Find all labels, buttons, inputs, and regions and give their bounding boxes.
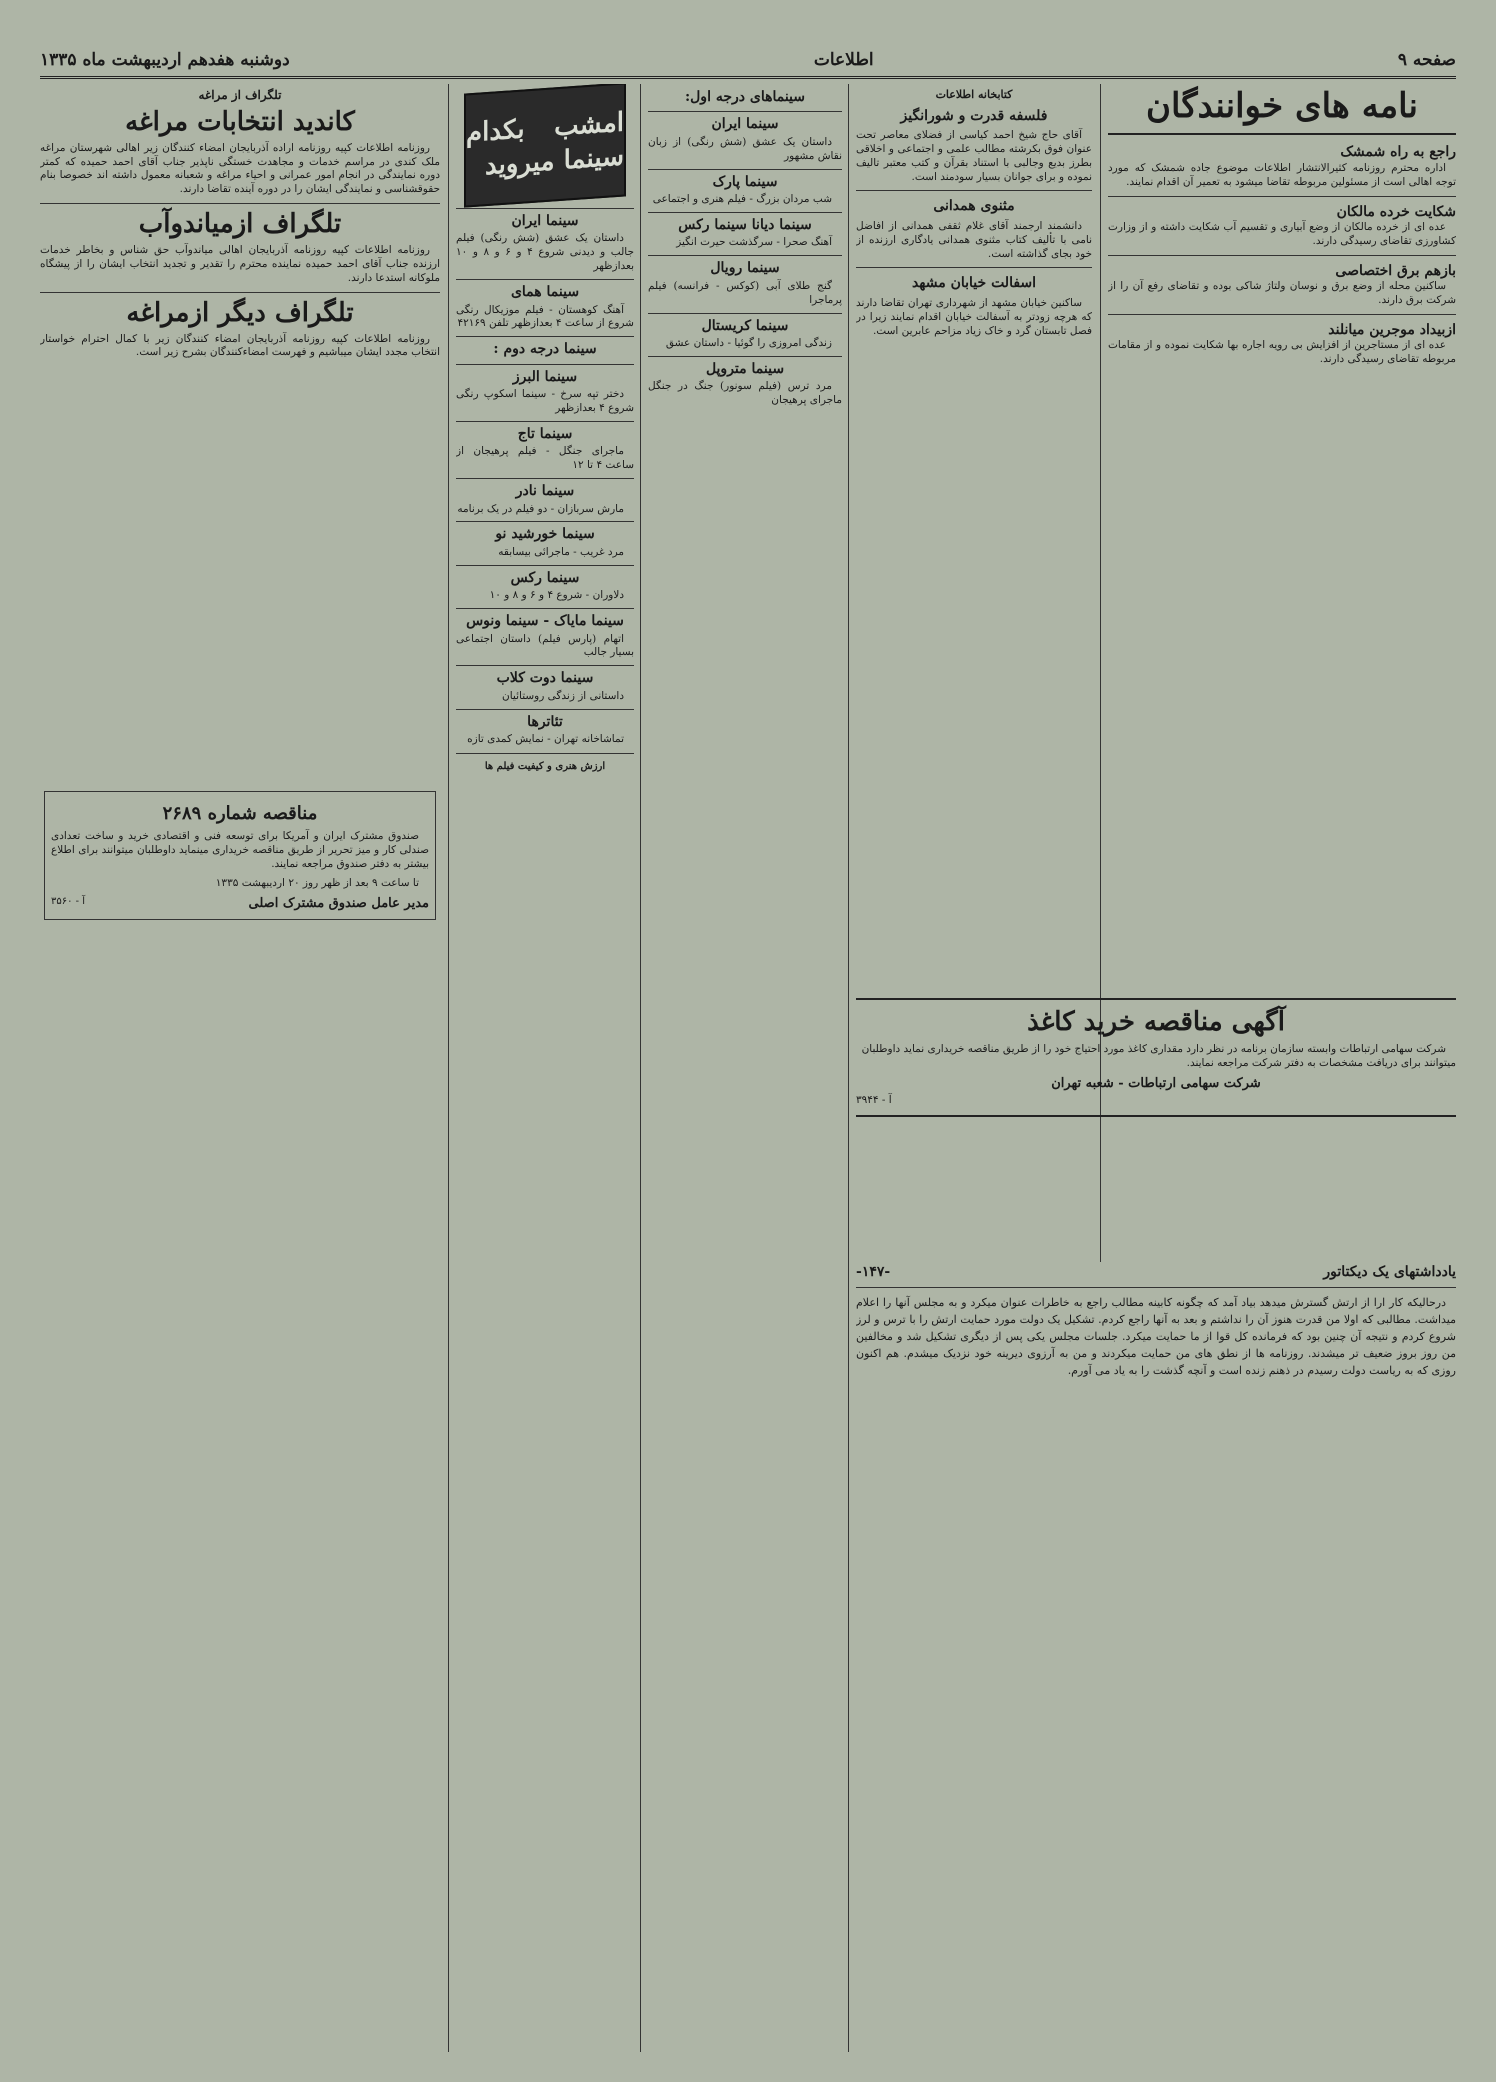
cinema-name: سینما ایران <box>648 111 842 133</box>
letter-heading: بازهم برق اختصاصی <box>1335 262 1456 279</box>
cinema-list <box>648 111 842 408</box>
tender-signature: مدیر عامل صندوق مشترک اصلی <box>248 896 429 912</box>
street-notice-title: اسفالت خیابان مشهد <box>911 275 1037 292</box>
cinema-name: سینما درجه دوم : <box>456 336 634 358</box>
tender-box <box>44 791 436 919</box>
cinema-name: سینما رویال <box>648 255 842 277</box>
issue-date: دوشنبه هفدهم اردیبهشت ماه ۱۳۳۵ <box>40 50 290 70</box>
cinema-name: سینما رکس <box>456 565 634 587</box>
diary-section <box>856 1262 1456 2052</box>
tender-title: مناقصه شماره ۲۶۸۹ <box>162 803 318 825</box>
ad-signature: شرکت سهامی ارتباطات - شعبه تهران <box>1051 1076 1261 1092</box>
cinema-listing: تماشاخانه تهران - نمایش کمدی تازه <box>467 733 624 746</box>
cinema-listing: داستانی از زندگی روستائیان <box>502 689 624 702</box>
cinema-name: سینما خورشید نو <box>456 521 634 543</box>
street-notice-body: ساکنین خیابان مشهد از شهرداری تهران تقاضا دارند که هرچه زودتر به آسفالت خیابان اقدام نمایند زیرا در فصل تابستان گرد و خاک زیاد مزاحم عابرین است. <box>856 296 1092 337</box>
signature-list-area <box>40 365 440 785</box>
rating-note: ارزش هنری و کیفیت فیلم ها <box>484 760 606 772</box>
letter-body: اداره محترم روزنامه کثیرالانتشار اطلاعات موضوع جاده شمشک که مورد توجه اهالی است از مسئولین مربوطه تقاضا میشود به تعمیر آن اقدام نمایند. <box>1108 161 1456 188</box>
cinema-listing: مرد ترس (فیلم سونور) جنگ در جنگل ماجرای پرهیجان <box>648 380 842 407</box>
book-title: مثنوی همدانی <box>933 198 1015 215</box>
cinema-section-title: سینماهای درجه اول: <box>684 89 806 105</box>
cinema-listing: گنج طلای آبی (کوکس - فرانسه) فیلم پرماجرا <box>648 279 842 306</box>
letter-heading: شکایت خرده مالکان <box>1336 203 1456 220</box>
telegram-column <box>40 84 440 2052</box>
cinema-name: سینما ایران <box>456 208 634 230</box>
cinema-name: سینما کریستال <box>648 313 842 335</box>
tender-date: تا ساعت ۹ بعد از ظهر روز ۲۰ اردیبهشت ۱۳۳۵ <box>215 876 419 889</box>
book-review: آقای حاج شیخ احمد کیاسی از فضلای معاصر تحت عنوان فوق بکرشته مطالب علمی و اجتماعی و اخلاقی بطرز بدیع وجالبی با استناد بقرآن و کتب معتبر تالیف نموده و برای جوانان بسیار سودمند است. <box>856 128 1092 183</box>
cinema-column-right <box>648 84 842 2052</box>
cinema-listing: ماجرای جنگل - فیلم پرهیجان از ساعت ۴ تا ۱۲ <box>456 445 634 472</box>
paper-tender-ad <box>856 990 1456 1250</box>
cinema-listing: آهنگ کوهستان - فیلم موزیکال رنگی شروع از ساعت ۴ بعدازظهر تلفن ۴۲۱۶۹ <box>456 303 634 330</box>
cinema-listing: اتهام (پارس فیلم) داستان اجتماعی بسیار جالب <box>456 632 634 659</box>
column-rule <box>640 84 641 2052</box>
cinema-name: سینما تاج <box>456 421 634 443</box>
letters-title: نامه های خوانندگان <box>1146 86 1418 126</box>
ad-body: شرکت سهامی ارتباطات وابسته سازمان برنامه در نظر دارد مقداری کاغذ مورد احتیاج خود را از طریق مناقصه خریداری نماید داوطلبان میتوانند برای دریافت مشخصات به دفتر شرکت مراجعه نمایند. <box>861 1042 1456 1070</box>
cinema-name: سینما البرز <box>456 364 634 386</box>
library-kicker: کتابخانه اطلاعات <box>935 88 1013 101</box>
book-review: دانشمند ارجمند آقای غلام ثقفی همدانی از افاضل نامی با تألیف کتاب مثنوی همدانی یادگاری ارزنده از خود بجای گذاشته است. <box>856 219 1092 260</box>
telegram-kicker: تلگراف از مراغه <box>198 88 282 102</box>
ad-code: آ - ۳۹۴۴ <box>856 1093 892 1106</box>
cinema-listing: داستان یک عشق (شش رنگی) فیلم جالب و دیدنی شروع ۴ و ۶ و ۸ و ۱۰ بعدازظهر <box>456 232 634 273</box>
telegram-title: کاندید انتخابات مراغه <box>125 106 355 137</box>
cinema-listing: داستان یک عشق (شش رنگی) از زبان نقاش مشهور <box>648 135 842 162</box>
diary-title: یادداشتهای یک دیکتاتور <box>1323 1264 1456 1280</box>
cinema-listing: دختر تپه سرخ - سینما اسکوپ رنگی شروع ۴ بعدازظهر <box>456 388 634 415</box>
letter-heading: ازبیداد موجرین میانلند <box>1328 321 1456 338</box>
letter-heading: راجع به راه شمشک <box>1340 144 1456 161</box>
cinema-column-left <box>456 84 634 2052</box>
cinema-listing: شب مردان بزرگ - فیلم هنری و اجتماعی <box>652 193 832 206</box>
cinema-listing: زندگی امروزی را گوئیا - داستان عشق <box>665 336 832 349</box>
cinema-listing: آهنگ صحرا - سرگذشت حیرت انگیز <box>676 236 832 249</box>
book-title: فلسفه قدرت و شورانگیز <box>900 107 1048 124</box>
telegram-title: تلگراف دیگر ازمراغه <box>126 297 354 328</box>
cinema-name: سینما همای <box>456 279 634 301</box>
column-rule <box>448 84 449 2052</box>
cinema-name: سینما دیانا سینما رکس <box>648 212 842 234</box>
page-number: صفحه ۹ <box>1397 50 1456 70</box>
cinema-banner: امشب بکدام سینما میروید <box>464 84 626 208</box>
cinema-name: تئاترها <box>456 709 634 731</box>
letter-body: عده ای از خرده مالکان از وضع آبیاری و تقسیم آب شکایت داشته و از وزارت کشاورزی تقاضای رسیدگی دارند. <box>1108 221 1456 247</box>
cinema-name: سینما دوت کلاب <box>456 665 634 687</box>
telegram-body: روزنامه اطلاعات کپیه روزنامه اراده آذربایجان امضاء کنندگان زیر اهالی شهرستان مراغه ملک کندی در مراسم خدمات و مجاهدت خستگی ناپذیر جناب آقای احمد حمیده که کمتر دوره نمایندگی در انجام امور عمرانی و احیاء مراغه و شعبانه معمول داشته اند خصوصا بنام حقوقشناسی و نمایندگی ایشان را در دوره آینده تقاضا دارند. <box>40 141 440 196</box>
tender-code: آ - ۳۵۶۰ <box>51 896 85 908</box>
cinema-name: سینما متروپل <box>648 356 842 378</box>
cinema-name: سینما مایاک - سینما ونوس <box>456 608 634 630</box>
tender-body: صندوق مشترک ایران و آمریکا برای توسعه فنی و اقتصادی خرید و ساخت تعدادی صندلی کار و میز تحریر از طریق مناقصه خریداری مینماید داوطلبان میتوانند برای اطلاع بیشتر به دفتر صندوق مراجعه نمایند. <box>51 829 429 870</box>
cinema-listing: مرد غریب - ماجرائی بیسابقه <box>498 545 624 558</box>
cinema-name: سینما نادر <box>456 478 634 500</box>
telegram-body: روزنامه اطلاعات کپیه روزنامه آذربایجان اهالی میاندوآب حق شناس و بخاطر خدمات ارزنده جناب آقای احمد حمیده نماینده محترم را تقدیر و تجدید انتخاب ایشان را از پیشگاه ملوکانه استدعا دارند. <box>40 244 440 284</box>
letter-body: ساکنین محله از وضع برق و نوسان ولتاژ شاکی بوده و تقاضای رفع آن را از شرکت برق دارند. <box>1108 280 1456 307</box>
library-column <box>856 84 1092 982</box>
cinema-listing: مارش سربازان - دو فیلم در یک برنامه <box>457 502 624 515</box>
telegram-title: تلگراف ازمیاندوآب <box>138 209 342 240</box>
paper-name: اطلاعات <box>813 50 874 70</box>
diary-number: -۱۴۷- <box>856 1264 891 1280</box>
masthead <box>40 44 1456 79</box>
letter-body: عده ای از مستاجرین از افزایش بی رویه اجاره بها شکایت نموده و از مقامات مربوطه تقاضای رسیدگی دارند. <box>1108 339 1456 366</box>
cinema-list <box>456 208 634 747</box>
diary-body: درحالیکه کار ارا از ارتش گسترش میدهد بیاد آمد که چگونه کابینه مطالب راجع به خاطرات عنوان میکرد و به مجلس آنها را اعلام میداشت. مطالبی که اولا من قدرت هنوز آن را نداشتم و بعد به آنها راجع کردم. تشکیل یک دولت مورد حمایت ارتش را با ترس و لرز شروع کردم و نتیجه آن چنین بود که فرمانده کل قوا از ما حمایت میکرد. جلسات مجلس یکی پس از دیگری تشکیل شد و مخالفین من روز بروز ضعیف تر میشدند. روزنامه ها از نطق های من حمایت میکردند و من به آرزوی دیرینه خود نزدیک میشدم. هم اکنون روزی که به ریاست دولت رسیدم در ذهنم زنده است و آنچه گذشت را به یاد می آورم. <box>856 1295 1456 1377</box>
telegram-body: روزنامه اطلاعات کپیه روزنامه آذربایجان امضاء کنندگان زیر با کمال احترام خواستار انتخاب مجدد ایشان میباشیم و فهرست امضاءکنندگان بشرح زیر است. <box>40 332 440 359</box>
ad-title: آگهی مناقصه خرید کاغذ <box>1027 1007 1285 1037</box>
cinema-listing: دلاوران - شروع ۴ و ۶ و ۸ و ۱۰ <box>489 589 624 602</box>
column-rule <box>848 84 849 2052</box>
cinema-name: سینما پارک <box>648 169 842 191</box>
